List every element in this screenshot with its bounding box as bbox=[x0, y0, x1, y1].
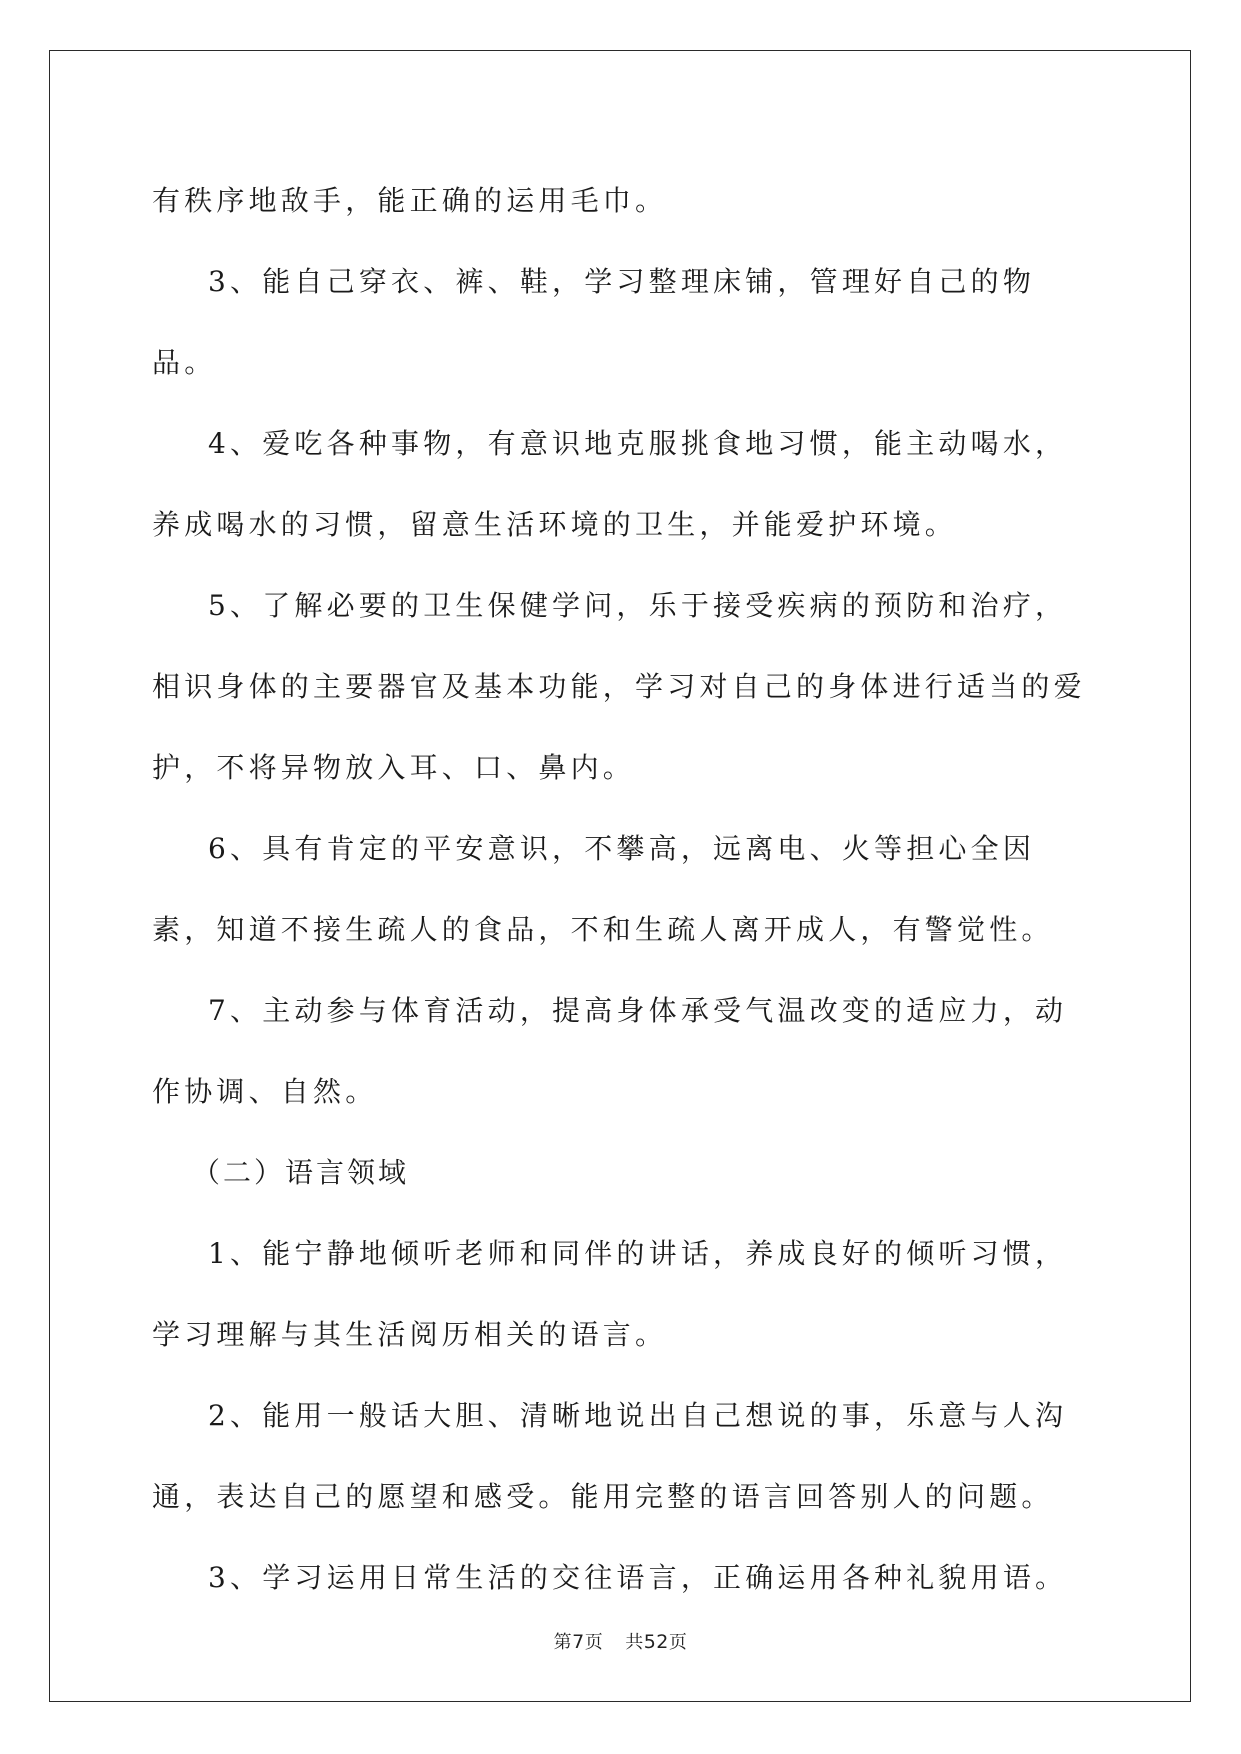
footer-total-prefix: 共 bbox=[625, 1632, 644, 1653]
section-heading: （二）语言领域 bbox=[192, 1156, 410, 1189]
footer-page-number: 7 bbox=[572, 1631, 585, 1653]
page-footer bbox=[0, 1628, 1241, 1654]
paragraph-3: 4、爱吃各种事物，有意识地克服挑食地习惯，能主动喝水，养成喝水的习惯，留意生活环境的卫生，并能爱护环境。 bbox=[152, 427, 1068, 541]
footer-page-suffix: 页 bbox=[584, 1632, 604, 1653]
footer-prefix: 第 bbox=[553, 1632, 573, 1653]
paragraph-8: 2、能用一般话大胆、清晰地说出自己想说的事，乐意与人沟通，表达自己的愿望和感受。能用完整的语言回答别人的问题。 bbox=[152, 1399, 1068, 1513]
paragraph-2: 3、能自己穿衣、裤、鞋，学习整理床铺，管理好自己的物品。 bbox=[152, 265, 1036, 379]
paragraph-1: 有秩序地敌手，能正确的运用毛巾。 bbox=[152, 184, 668, 217]
footer-total-pages: 52 bbox=[643, 1631, 669, 1653]
document-body bbox=[152, 160, 1092, 1618]
paragraph-5: 6、具有肯定的平安意识，不攀高，远离电、火等担心全因素，知道不接生疏人的食品，不和生疏人离开成人，有警觉性。 bbox=[152, 832, 1054, 946]
paragraph-4: 5、了解必要的卫生保健学问，乐于接受疾病的预防和治疗，相识身体的主要器官及基本功能，学习对自己的身体进行适当的爱护，不将异物放入耳、口、鼻内。 bbox=[152, 589, 1086, 784]
paragraph-7: 1、能宁静地倾听老师和同伴的讲话，养成良好的倾听习惯，学习理解与其生活阅历相关的语言。 bbox=[152, 1237, 1068, 1351]
paragraph-9: 3、学习运用日常生活的交往语言，正确运用各种礼貌用语。 bbox=[208, 1561, 1068, 1594]
footer-total-suffix: 页 bbox=[668, 1632, 688, 1653]
paragraph-6: 7、主动参与体育活动，提高身体承受气温改变的适应力，动作协调、自然。 bbox=[152, 994, 1068, 1108]
